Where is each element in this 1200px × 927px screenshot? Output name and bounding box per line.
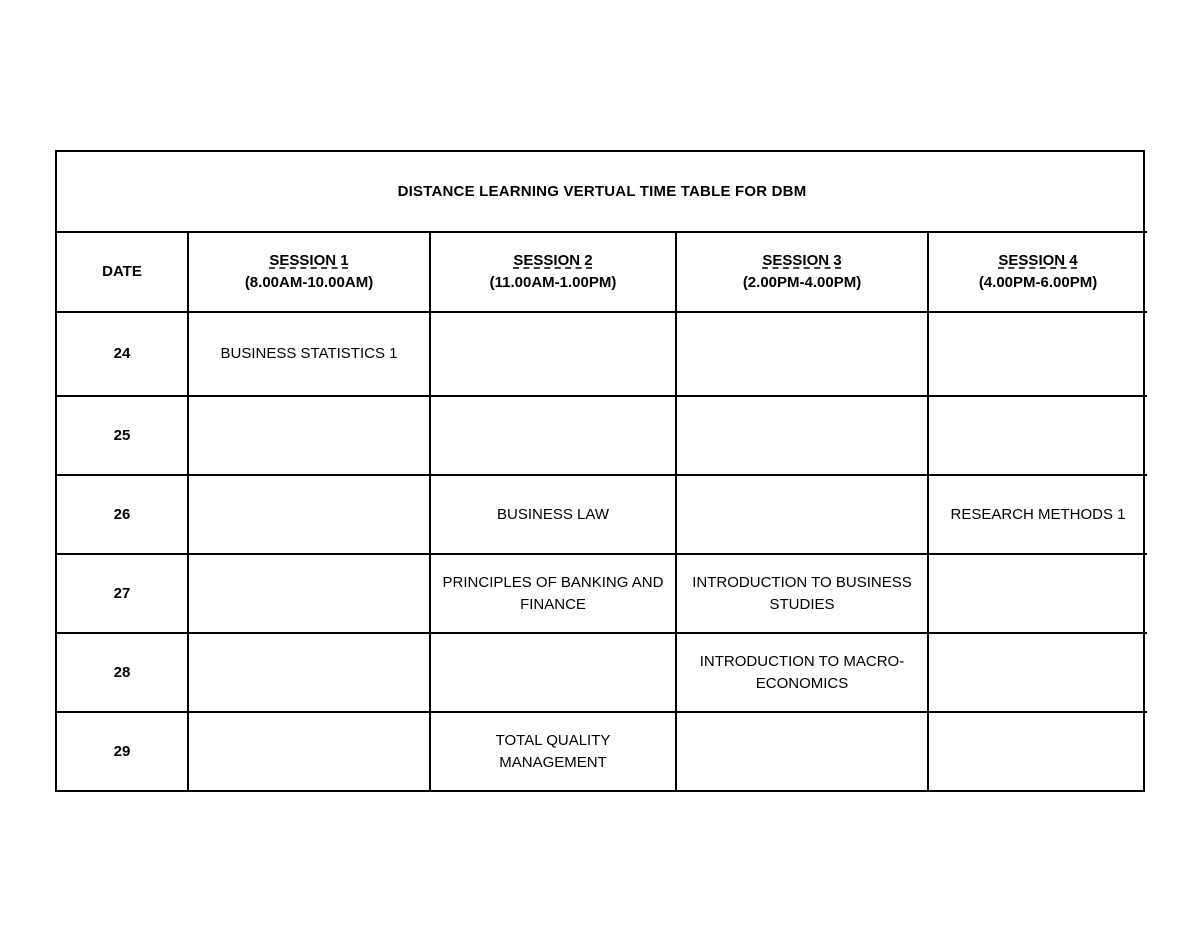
course-cell bbox=[928, 554, 1147, 633]
course-cell bbox=[928, 633, 1147, 712]
date-cell: 28 bbox=[57, 633, 188, 712]
timetable bbox=[57, 152, 1147, 791]
course-cell bbox=[928, 712, 1147, 791]
session-4-header bbox=[928, 232, 1147, 312]
course-cell bbox=[928, 312, 1147, 396]
course-cell bbox=[430, 396, 676, 475]
session-3-time: (2.00PM-4.00PM) bbox=[742, 274, 862, 291]
table-row bbox=[57, 554, 1147, 633]
session-3-name: SESSION 3 bbox=[762, 252, 842, 269]
session-3-header bbox=[676, 232, 928, 312]
course-cell: INTRODUCTION TO BUSINESS STUDIES bbox=[676, 554, 928, 633]
course-cell: PRINCIPLES OF BANKING AND FINANCE bbox=[430, 554, 676, 633]
course-cell bbox=[676, 396, 928, 475]
table-row bbox=[57, 712, 1147, 791]
session-1-header bbox=[188, 232, 430, 312]
session-2-name: SESSION 2 bbox=[513, 252, 593, 269]
date-cell: 29 bbox=[57, 712, 188, 791]
session-1-time: (8.00AM-10.00AM) bbox=[244, 274, 374, 291]
session-2-header bbox=[430, 232, 676, 312]
session-2-time: (11.00AM-1.00PM) bbox=[489, 274, 617, 291]
date-cell: 25 bbox=[57, 396, 188, 475]
course-cell bbox=[676, 475, 928, 554]
course-cell bbox=[676, 312, 928, 396]
date-cell: 26 bbox=[57, 475, 188, 554]
table-row bbox=[57, 475, 1147, 554]
date-column-header: DATE bbox=[57, 232, 188, 312]
timetable-sheet bbox=[55, 150, 1145, 792]
title-row bbox=[57, 152, 1147, 232]
course-cell bbox=[188, 712, 430, 791]
course-cell: BUSINESS STATISTICS 1 bbox=[188, 312, 430, 396]
date-cell: 27 bbox=[57, 554, 188, 633]
course-cell bbox=[430, 312, 676, 396]
header-row bbox=[57, 232, 1147, 312]
session-4-time: (4.00PM-6.00PM) bbox=[978, 274, 1098, 291]
table-row bbox=[57, 312, 1147, 396]
course-cell: RESEARCH METHODS 1 bbox=[928, 475, 1147, 554]
date-cell: 24 bbox=[57, 312, 188, 396]
course-cell bbox=[188, 396, 430, 475]
course-cell bbox=[928, 396, 1147, 475]
course-cell: BUSINESS LAW bbox=[430, 475, 676, 554]
table-row bbox=[57, 396, 1147, 475]
course-cell bbox=[188, 475, 430, 554]
table-row bbox=[57, 633, 1147, 712]
course-cell bbox=[430, 633, 676, 712]
page-title: DISTANCE LEARNING VERTUAL TIME TABLE FOR DBM bbox=[57, 152, 1147, 232]
course-cell bbox=[188, 633, 430, 712]
course-cell: TOTAL QUALITY MANAGEMENT bbox=[430, 712, 676, 791]
session-4-name: SESSION 4 bbox=[998, 252, 1078, 269]
course-cell bbox=[188, 554, 430, 633]
course-cell bbox=[676, 712, 928, 791]
session-1-name: SESSION 1 bbox=[269, 252, 349, 269]
course-cell: INTRODUCTION TO MACRO-ECONOMICS bbox=[676, 633, 928, 712]
